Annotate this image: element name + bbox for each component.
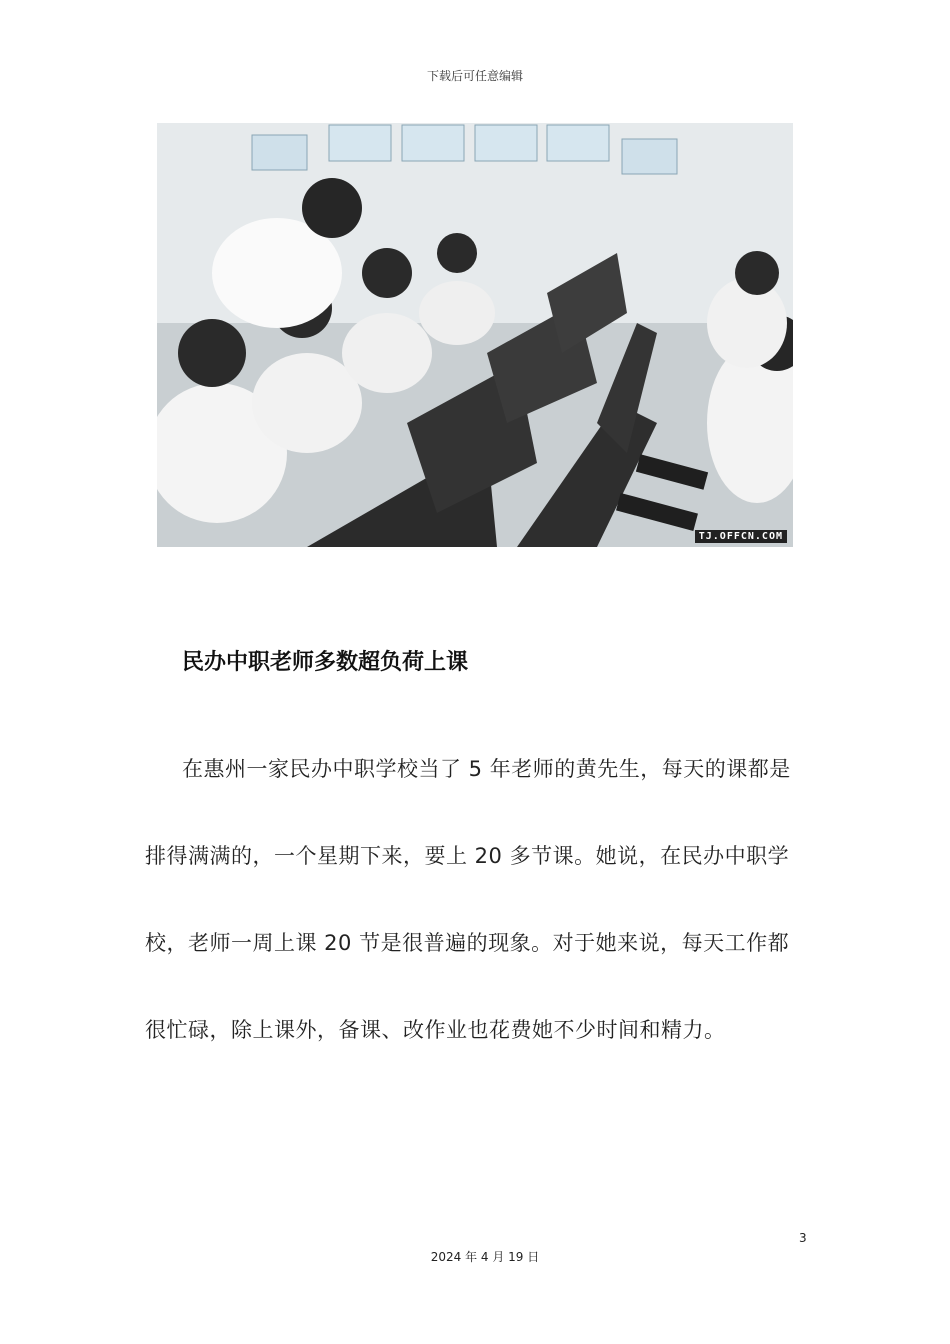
page-header: 下载后可任意编辑: [426, 69, 523, 83]
article-paragraph: 在惠州一家民办中职学校当了 5 年老师的黄先生，每天的课都是排得满满的，一个星期下来，要上 20 多节课。她说，在民办中职学校，老师一周上课 20 节是很普遍的现象。对于她来说，每天工作都很忙碌，除上课外，备课、改作业也花费她不少时间和精力。: [145, 757, 791, 1042]
photo-watermark: TJ.OFFCN.COM: [695, 530, 787, 543]
classroom-photo: [157, 123, 793, 547]
page-number: 3: [799, 1231, 807, 1245]
article-heading: 民办中职老师多数超负荷上课: [182, 650, 469, 675]
photo-illustration: [157, 123, 793, 547]
footer-date: 2024 年 4 月 19 日: [430, 1250, 540, 1264]
